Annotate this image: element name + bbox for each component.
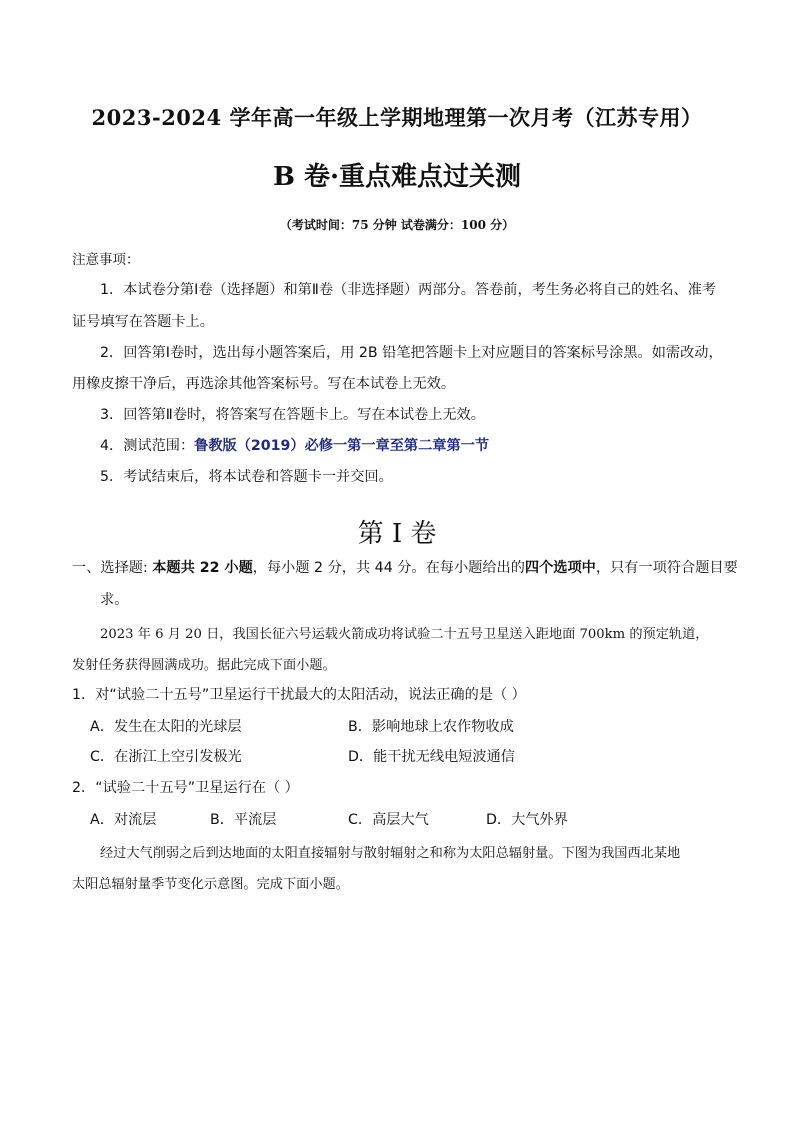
question-2-option-c: C．高层大气 xyxy=(348,812,429,828)
material-1-line-1: 2023 年 6 月 20 日，我国长征六号运载火箭成功将试验二十五号卫星送入距地面 700km 的预定轨道， xyxy=(100,627,709,642)
notice-item-2-line-2: 用橡皮擦干净后，再选涂其他答案标号。写在本试卷上无效。 xyxy=(72,376,456,392)
notice-item-1-line-1: 1．本试卷分第Ⅰ卷（选择题）和第Ⅱ卷（非选择题）两部分。答卷前，考生务必将自己的姓名、准考 xyxy=(100,282,717,298)
instr-prefix: 一、选择题: xyxy=(72,560,153,576)
question-1-option-d: D．能干扰无线电短波通信 xyxy=(348,749,515,765)
exam-title: 2023-2024 学年高一年级上学期地理第一次月考（江苏专用） xyxy=(91,105,703,130)
notice-item-4 xyxy=(100,435,489,455)
notice-item-2-line-1: 2．回答第Ⅰ卷时，选出每小题答案后，用 2B 铅笔把答题卡上对应题目的答案标号涂黑。如需改动， xyxy=(100,345,723,361)
instr-bold-options: 四个选项中 xyxy=(524,560,596,576)
section-instructions-line-1 xyxy=(72,557,738,577)
notice-heading: 注意事项： xyxy=(72,252,140,268)
notice-item-5: 5．考试结束后，将本试卷和答题卡一并交回。 xyxy=(100,469,393,485)
question-2-option-d: D．大气外界 xyxy=(486,812,568,828)
exam-info: （考试时间：75 分钟 试卷满分：100 分） xyxy=(279,218,515,232)
exam-subtitle: B 卷·重点难点过关测 xyxy=(272,162,522,192)
question-2-option-b: B．平流层 xyxy=(210,812,277,828)
question-1-option-a: A．发生在太阳的光球层 xyxy=(90,719,242,735)
test-scope: 鲁教版（2019）必修一第一章至第二章第一节 xyxy=(194,438,490,454)
question-2-stem: 2．“试验二十五号”卫星运行在（ ） xyxy=(72,780,299,796)
material-1-line-2: 发射任务获得圆满成功。据此完成下面小题。 xyxy=(72,658,336,673)
question-1-stem: 1．对“试验二十五号”卫星运行干扰最大的太阳活动，说法正确的是（ ） xyxy=(72,687,526,703)
section-instructions-line-2: 求。 xyxy=(100,592,129,608)
instr-bold-count: 本题共 22 小题 xyxy=(152,560,253,576)
material-2-line-2: 太阳总辐射量季节变化示意图。完成下面小题。 xyxy=(72,877,349,892)
question-1-option-b: B．影响地球上农作物收成 xyxy=(348,719,514,735)
notice-item-3: 3．回答第Ⅱ卷时，将答案写在答题卡上。写在本试卷上无效。 xyxy=(100,407,485,423)
instr-end: ，只有一项符合题目要 xyxy=(595,560,738,576)
notice-item-4-label: 4．测试范围： xyxy=(100,438,195,454)
material-2-line-1: 经过大气削弱之后到达地面的太阳直接辐射与散射辐射之和称为太阳总辐射量。下图为我国西北某地 xyxy=(100,846,681,861)
question-1-option-c: C．在浙江上空引发极光 xyxy=(90,749,242,765)
notice-item-1-line-2: 证号填写在答题卡上。 xyxy=(72,314,214,330)
section-title: 第 I 卷 xyxy=(357,519,437,549)
instr-mid: ，每小题 2 分，共 44 分。在每小题给出的 xyxy=(252,560,525,576)
question-2-option-a: A．对流层 xyxy=(90,812,157,828)
